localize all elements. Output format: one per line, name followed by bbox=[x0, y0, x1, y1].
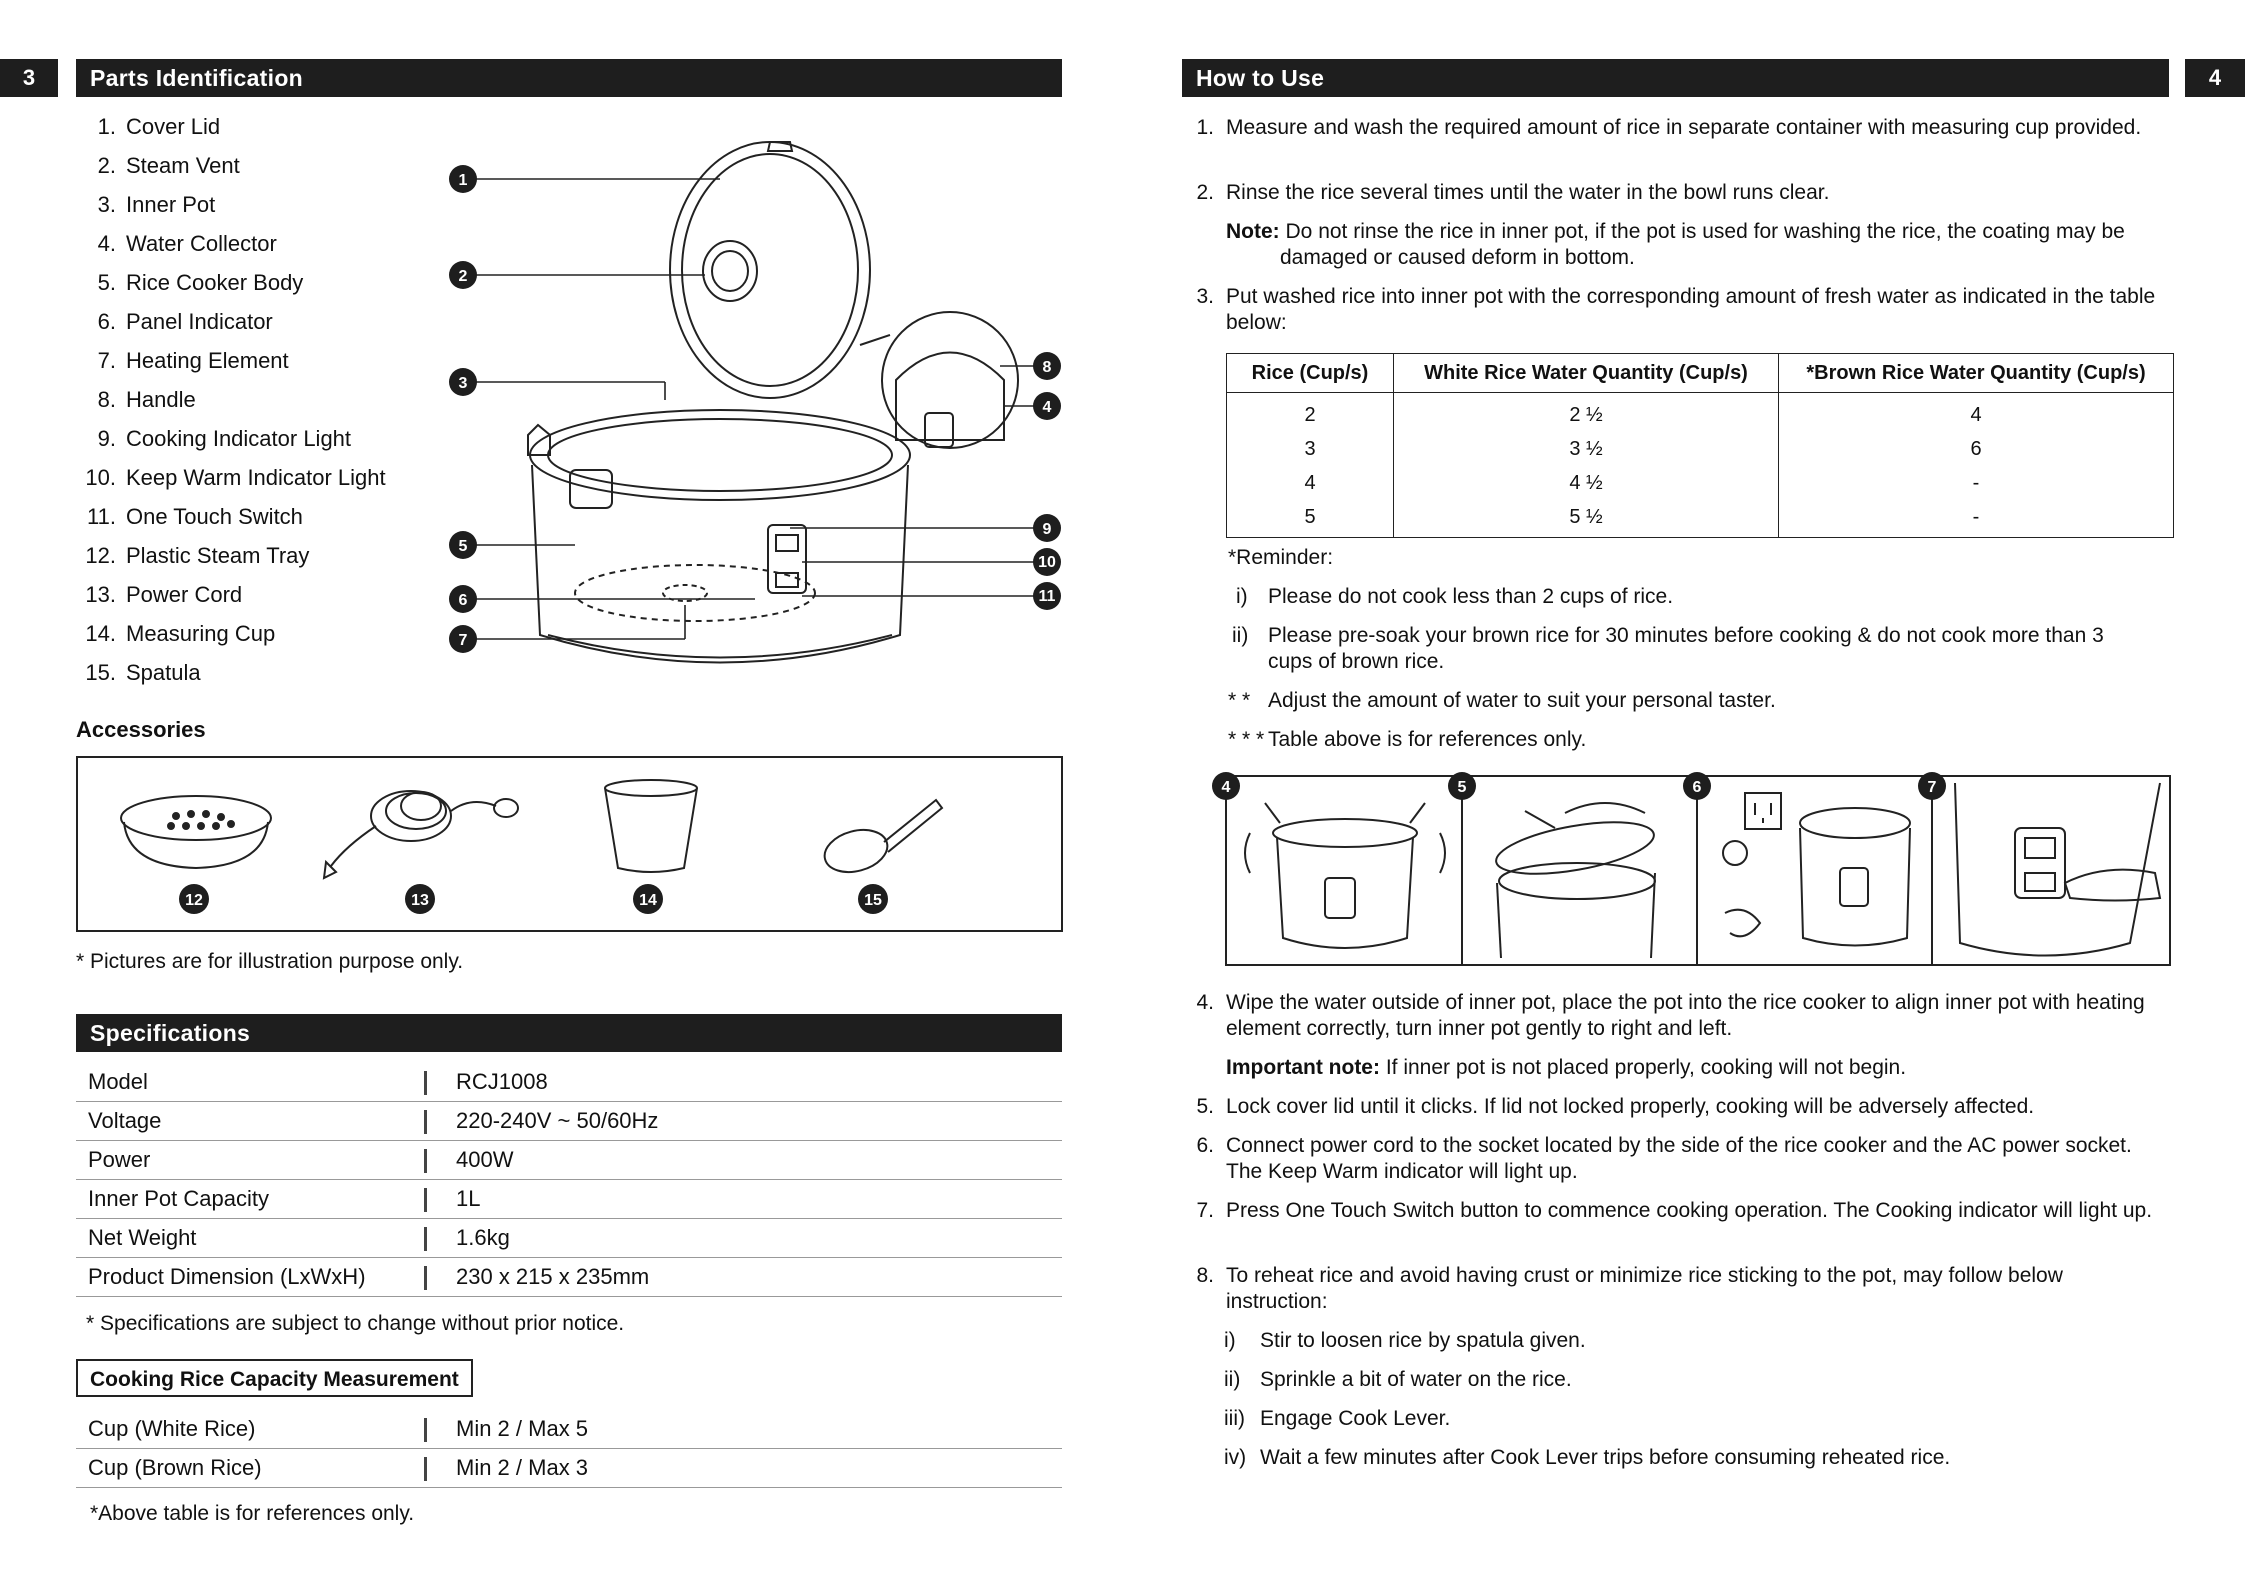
reminder-i: i) Please do not cook less than 2 cups of rice. bbox=[1236, 585, 1674, 608]
steam-tray-image bbox=[121, 796, 271, 868]
table-row: 5 5 ½ - bbox=[1227, 500, 2174, 538]
svg-text:3: 3 bbox=[458, 375, 468, 392]
list-item: 8. Handle bbox=[97, 387, 196, 412]
svg-text:6: 6 bbox=[458, 592, 468, 609]
list-item: 7. Heating Element bbox=[97, 348, 289, 373]
table-header-row: Rice (Cup/s) White Rice Water Quantity (Cup/s) *Brown Rice Water Quantity (Cup/s) bbox=[1227, 354, 2174, 393]
svg-text:10: 10 bbox=[1038, 554, 1056, 571]
how-to-use-header: How to Use bbox=[1182, 59, 2169, 97]
list-item: 10. Keep Warm Indicator Light bbox=[85, 465, 386, 490]
svg-text:9: 9 bbox=[1042, 521, 1052, 538]
spatula-image bbox=[820, 800, 942, 879]
accessory-callouts bbox=[179, 884, 888, 914]
svg-text:4: 4 bbox=[1042, 399, 1052, 416]
list-item: 15. Spatula bbox=[85, 660, 201, 685]
step-8-sub-iv: iv) Wait a few minutes after Cook Lever trips before consuming reheated rice. bbox=[1224, 1446, 1951, 1469]
svg-text:14: 14 bbox=[639, 892, 657, 909]
table-row: 2 2 ½ 4 bbox=[1227, 393, 2174, 433]
accessories-box bbox=[76, 756, 1064, 934]
svg-text:4: 4 bbox=[1221, 779, 1231, 796]
water-quantity-table bbox=[1226, 353, 2174, 538]
capacity-header: Cooking Rice Capacity Measurement bbox=[76, 1359, 473, 1397]
specifications-table bbox=[76, 1063, 1062, 1297]
reminder-title: *Reminder: bbox=[1228, 546, 1334, 569]
table-row: Power 400W bbox=[76, 1141, 1062, 1180]
table-row: Inner Pot Capacity 1L bbox=[76, 1180, 1062, 1219]
svg-text:2: 2 bbox=[458, 268, 468, 285]
reminder-ii: ii) Please pre-soak your brown rice for 30 minutes before cooking & do not cook more than 3 cups of brown rice. bbox=[1232, 624, 2104, 673]
table-row: Cup (Brown Rice) Min 2 / Max 3 bbox=[76, 1449, 1062, 1488]
capacity-table bbox=[76, 1410, 1062, 1488]
step-8-sub-ii: ii) Sprinkle a bit of water on the rice. bbox=[1224, 1368, 1572, 1391]
list-item: 6. Panel Indicator bbox=[97, 309, 273, 334]
parts-list bbox=[76, 112, 386, 697]
svg-text:13: 13 bbox=[411, 892, 429, 909]
svg-text:5: 5 bbox=[458, 538, 468, 555]
list-item: 4. Water Collector bbox=[97, 231, 277, 256]
specs-note: * Specifications are subject to change without prior notice. bbox=[86, 1312, 625, 1335]
list-item: 11. One Touch Switch bbox=[87, 504, 303, 529]
reminder-2: * * Adjust the amount of water to suit your personal taster. bbox=[1228, 689, 1776, 712]
power-cord-image bbox=[324, 791, 518, 878]
table-row: 3 3 ½ 6 bbox=[1227, 432, 2174, 466]
table-row: Cup (White Rice) Min 2 / Max 5 bbox=[76, 1410, 1062, 1449]
list-item: 3. Inner Pot bbox=[97, 192, 216, 217]
measuring-cup-image bbox=[605, 780, 697, 872]
table-row: Model RCJ1008 bbox=[76, 1063, 1062, 1102]
cover-lid-shape bbox=[670, 142, 870, 398]
list-item: 13. Power Cord bbox=[85, 582, 243, 607]
accessories-label: Accessories bbox=[76, 717, 206, 742]
svg-text:5: 5 bbox=[1457, 779, 1467, 796]
reminder-3: * * * Table above is for references only. bbox=[1228, 728, 1587, 751]
diagram-callouts bbox=[449, 165, 1061, 653]
page-number-right: 4 bbox=[2185, 59, 2245, 97]
list-item: 5. Rice Cooker Body bbox=[97, 270, 304, 295]
svg-text:15: 15 bbox=[864, 892, 882, 909]
table-row: Net Weight 1.6kg bbox=[76, 1219, 1062, 1258]
table-row: Voltage 220-240V ~ 50/60Hz bbox=[76, 1102, 1062, 1141]
list-item: 9. Cooking Indicator Light bbox=[97, 426, 352, 451]
step-8-sub-iii: iii) Engage Cook Lever. bbox=[1224, 1407, 1451, 1430]
capacity-note: *Above table is for references only. bbox=[90, 1502, 415, 1525]
svg-text:11: 11 bbox=[1038, 588, 1056, 605]
svg-text:1: 1 bbox=[458, 172, 468, 189]
table-row: 4 4 ½ - bbox=[1227, 466, 2174, 500]
list-item: 1. Cover Lid bbox=[97, 114, 221, 139]
svg-text:8: 8 bbox=[1042, 359, 1052, 376]
svg-text:6: 6 bbox=[1692, 779, 1702, 796]
illustration-note: * Pictures are for illustration purpose only. bbox=[76, 950, 464, 973]
svg-text:7: 7 bbox=[1927, 779, 1937, 796]
list-item: 12. Plastic Steam Tray bbox=[85, 543, 310, 568]
list-item: 2. Steam Vent bbox=[97, 153, 240, 178]
specifications-header: Specifications bbox=[76, 1014, 1062, 1052]
svg-text:12: 12 bbox=[185, 892, 203, 909]
page-number-left: 3 bbox=[0, 59, 58, 97]
table-row: Product Dimension (LxWxH) 230 x 215 x 235mm bbox=[76, 1258, 1062, 1297]
step-8-sub-i: i) Stir to loosen rice by spatula given. bbox=[1224, 1329, 1586, 1352]
usage-illustrations bbox=[1221, 773, 2173, 967]
parts-identification-header: Parts Identification bbox=[76, 59, 1062, 97]
svg-text:7: 7 bbox=[458, 632, 468, 649]
rice-cooker-diagram bbox=[430, 135, 1070, 675]
list-item: 14. Measuring Cup bbox=[85, 621, 276, 646]
